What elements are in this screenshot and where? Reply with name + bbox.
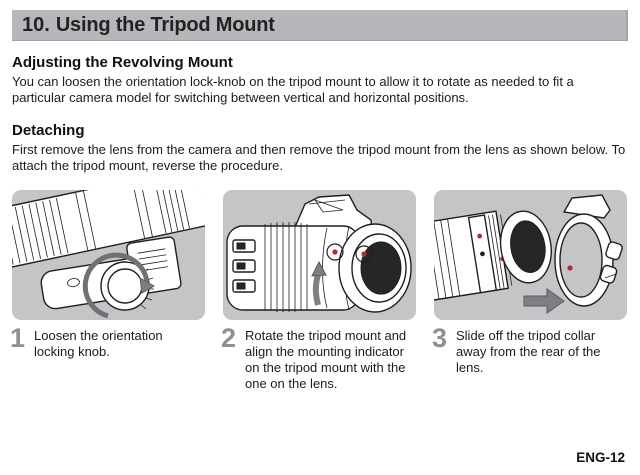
step-row <box>10 323 628 392</box>
subsection-body-detaching: First remove the lens from the camera and then remove the tripod mount from the lens as shown below. To attach the tripod mount, reverse the procedure. <box>12 142 626 173</box>
step-3-caption: Slide off the tripod collar away from the rear of the lens. <box>456 328 601 375</box>
figure-row <box>12 190 628 320</box>
step-2-number: 2 <box>221 323 237 353</box>
lens-align-indicator-illustration <box>223 190 416 320</box>
page-title: Using the Tripod Mount <box>55 13 275 36</box>
lens-loosen-knob-illustration <box>12 190 205 320</box>
subsection-heading-adjusting: Adjusting the Revolving Mount <box>12 54 233 71</box>
page-number-label: ENG-12 <box>576 450 625 465</box>
section-number: 10. <box>22 13 50 36</box>
figure-panel-1 <box>12 190 205 320</box>
step-1 <box>10 323 203 392</box>
figure-panel-3 <box>434 190 627 320</box>
section-title-bar <box>12 10 628 41</box>
step-2 <box>221 323 414 392</box>
subsection-body-adjusting: You can loosen the orientation lock-knob on the tripod mount to allow it to rotate as needed to fit a particular camera model for switching between vertical and horizontal positions. <box>12 74 574 105</box>
step-1-number: 1 <box>10 323 26 353</box>
figure-panel-2 <box>223 190 416 320</box>
step-2-caption: Rotate the tripod mount and align the mounting indicator on the tripod mount with the one on the lens. <box>245 328 407 391</box>
subsection-heading-detaching: Detaching <box>12 122 85 139</box>
step-1-caption: Loosen the orientation locking knob. <box>34 328 163 359</box>
step-3 <box>432 323 625 392</box>
lens-slide-collar-illustration <box>434 190 627 320</box>
step-3-number: 3 <box>432 323 448 353</box>
